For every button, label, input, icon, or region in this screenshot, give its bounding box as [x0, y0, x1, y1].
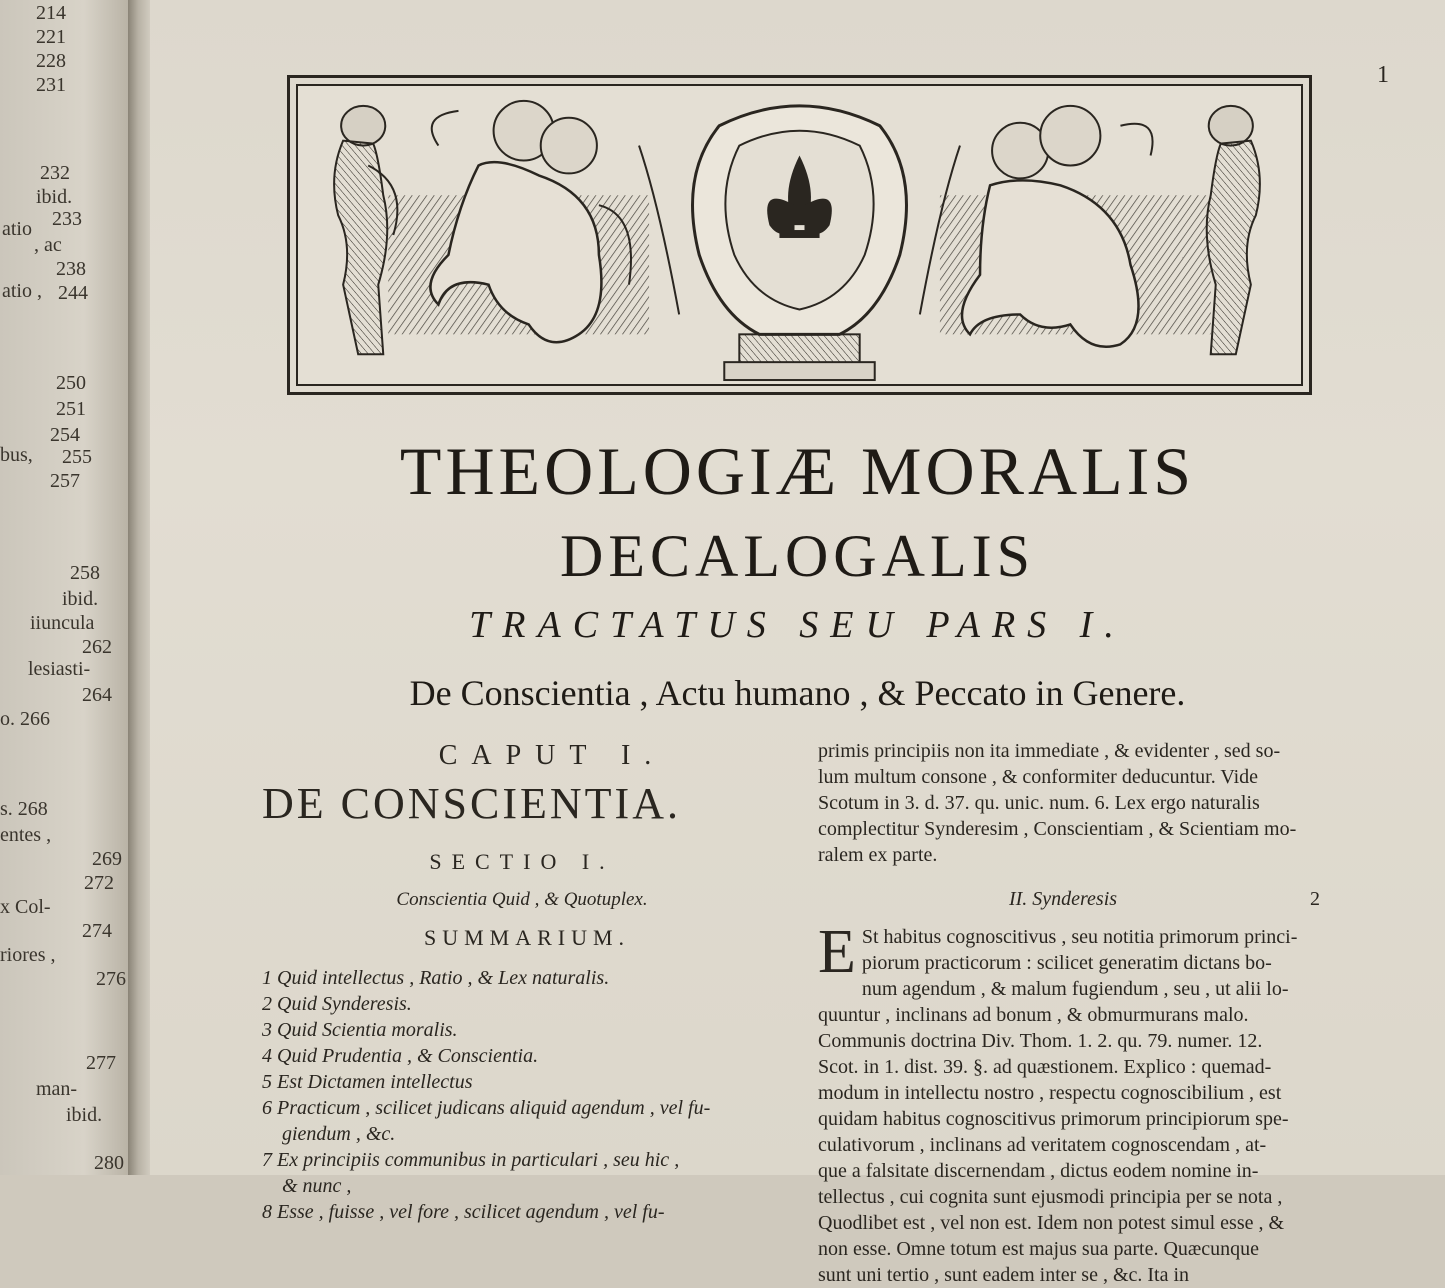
facing-page-fragment: ibid. — [36, 186, 73, 208]
summary-item: 7 Ex principiis communibus in particulari , seu hic , — [262, 1149, 680, 1171]
text-line: tellectus , cui cognita sunt ejusmodi principia per se nota , — [818, 1186, 1283, 1208]
text-line: St habitus cognoscitivus , seu notitia primorum princi- — [861, 926, 1298, 948]
facing-page-fragment: 250 — [56, 372, 86, 394]
facing-page-fragment: entes , — [0, 824, 52, 846]
facing-page-fragment: 255 — [62, 446, 92, 468]
text-line: non esse. Omne totum est majus sua parte. Quæcunque — [818, 1238, 1260, 1260]
facing-page-fragment: 214 — [36, 2, 66, 24]
facing-page-fragment: 280 — [94, 1152, 124, 1174]
summary-item: giendum , &c. — [262, 1123, 396, 1145]
sectio-heading: SECTIO I. — [429, 849, 615, 874]
synderesis-paragraph — [818, 918, 1308, 1288]
text-line: num agendum , & malum fugiendum , seu , ut alii lo- — [861, 978, 1289, 1000]
summary-item: 6 Practicum , scilicet judicans aliquid agendum , vel fu- — [262, 1097, 711, 1119]
text-line: sunt uni tertio , sunt eadem inter se , &c. Ita in — [818, 1264, 1190, 1286]
facing-page-fragment: ibid. — [66, 1104, 103, 1126]
facing-page-fragment: iiuncula — [30, 612, 95, 634]
facing-page-fragment: o. 266 — [0, 708, 50, 730]
text-line: que a falsitate discernendam , dictus eodem nomine in- — [818, 1160, 1259, 1182]
left-page — [0, 0, 140, 1175]
facing-page-fragment: 244 — [58, 282, 88, 304]
text-line: quidam habitus cognoscitivus primorum principiorum spe- — [818, 1108, 1289, 1130]
facing-page-fragment: riores , — [0, 944, 56, 966]
left-column — [262, 740, 802, 1225]
facing-page-fragment: 251 — [56, 398, 86, 420]
facing-page-fragment: 277 — [86, 1052, 116, 1074]
text-line: Scot. in 1. dist. 39. §. ad quæstionem. Explico : quemad- — [818, 1056, 1272, 1078]
text-line: primis principiis non ita immediate , & evidenter , sed so- — [818, 740, 1281, 762]
summary-item: 2 Quid Synderesis. — [262, 993, 412, 1015]
facing-page-fragment: 221 — [36, 26, 66, 48]
facing-page-fragment: lesiasti- — [28, 658, 91, 680]
continuation-paragraph — [818, 738, 1308, 868]
text-line: Communis doctrina Div. Thom. 1. 2. qu. 79. numer. 12. — [818, 1030, 1263, 1052]
summary-item: 3 Quid Scientia moralis. — [262, 1019, 458, 1041]
summary-item: & nunc , — [262, 1175, 352, 1197]
right-column — [818, 738, 1308, 1288]
text-line: culativorum , inclinans ad veritatem cognoscendam , at- — [818, 1134, 1267, 1156]
text-line: modum in intellectu nostro , respectu cognoscibilium , est — [818, 1082, 1282, 1104]
facing-page-fragment: x Col- — [0, 896, 51, 918]
right-page — [150, 0, 1445, 1286]
facing-page-fragment: ibid. — [62, 588, 99, 610]
facing-page-fragment: 274 — [82, 920, 112, 942]
facing-page-fragment: 238 — [56, 258, 86, 280]
facing-page-fragment: 232 — [40, 162, 70, 184]
facing-page-fragment: 264 — [82, 684, 112, 706]
facing-page-fragment: 262 — [82, 636, 112, 658]
text-line: quuntur , inclinans ad bonum , & obmurmurans malo. — [818, 1004, 1249, 1026]
summary-item: 4 Quid Prudentia , & Conscientia. — [262, 1045, 539, 1067]
summary-item: 1 Quid intellectus , Ratio , & Lex naturalis. — [262, 967, 610, 989]
synderesis-heading: II. Synderesis — [1008, 888, 1118, 910]
tractatus-heading: TRACTATUS SEU PARS I. — [469, 604, 1126, 646]
chapter-title: DE CONSCIENTIA. — [262, 779, 681, 828]
facing-page-fragment: 231 — [36, 74, 66, 96]
text-line: Quodlibet est , vel non est. Idem non potest simul esse , & — [818, 1212, 1285, 1234]
main-title-line-1: THEOLOGIÆ MORALIS — [399, 433, 1196, 509]
facing-page-fragment: 269 — [92, 848, 122, 870]
caput-heading: CAPUT I. — [438, 740, 666, 771]
facing-page-fragment: 254 — [50, 424, 80, 446]
page-number: 1 — [1377, 62, 1389, 88]
text-line: ralem ex parte. — [818, 844, 938, 866]
facing-page-fragment: bus, — [0, 444, 33, 466]
facing-page-fragment: 272 — [84, 872, 114, 894]
facing-page-fragment: s. 268 — [0, 798, 48, 820]
facing-page-fragment: 276 — [96, 968, 126, 990]
summarium-heading: SUMMARIUM. — [423, 925, 631, 950]
section-subtitle: Conscientia Quid , & Quotuplex. — [396, 889, 648, 910]
text-line: lum multum consone , & conformiter deducuntur. Vide — [818, 766, 1259, 788]
drop-cap: E — [818, 918, 856, 986]
facing-page-fragment: 257 — [50, 470, 80, 492]
facing-page-fragment: atio — [2, 218, 32, 240]
margin-number: 2 — [1310, 888, 1320, 910]
facing-page-fragment: 233 — [52, 208, 82, 230]
main-title-line-2: DECALOGALIS — [560, 523, 1035, 589]
text-line: piorum practicorum : scilicet generatim dictans bo- — [861, 952, 1272, 974]
facing-page-fragment: atio , — [2, 280, 42, 302]
summary-list — [262, 965, 802, 1225]
facing-page-fragment: man- — [36, 1078, 78, 1100]
facing-page-fragment: 258 — [70, 562, 100, 584]
headpiece-illustration — [298, 86, 1301, 384]
text-line: complectitur Synderesim , Conscientiam , & Scientiam mo- — [818, 818, 1297, 840]
text-line: Scotum in 3. d. 37. qu. unic. num. 6. Lex ergo naturalis — [818, 792, 1260, 814]
facing-page-fragment: , ac — [34, 234, 62, 256]
facing-page-fragment: 228 — [36, 50, 66, 72]
summary-item: 8 Esse , fuisse , vel fore , scilicet agendum , vel fu- — [262, 1201, 665, 1223]
tractatus-subject: De Conscientia , Actu humano , & Peccato in Genere. — [409, 673, 1186, 713]
summary-item: 5 Est Dictamen intellectus — [262, 1071, 473, 1093]
engraved-headpiece — [287, 75, 1312, 395]
